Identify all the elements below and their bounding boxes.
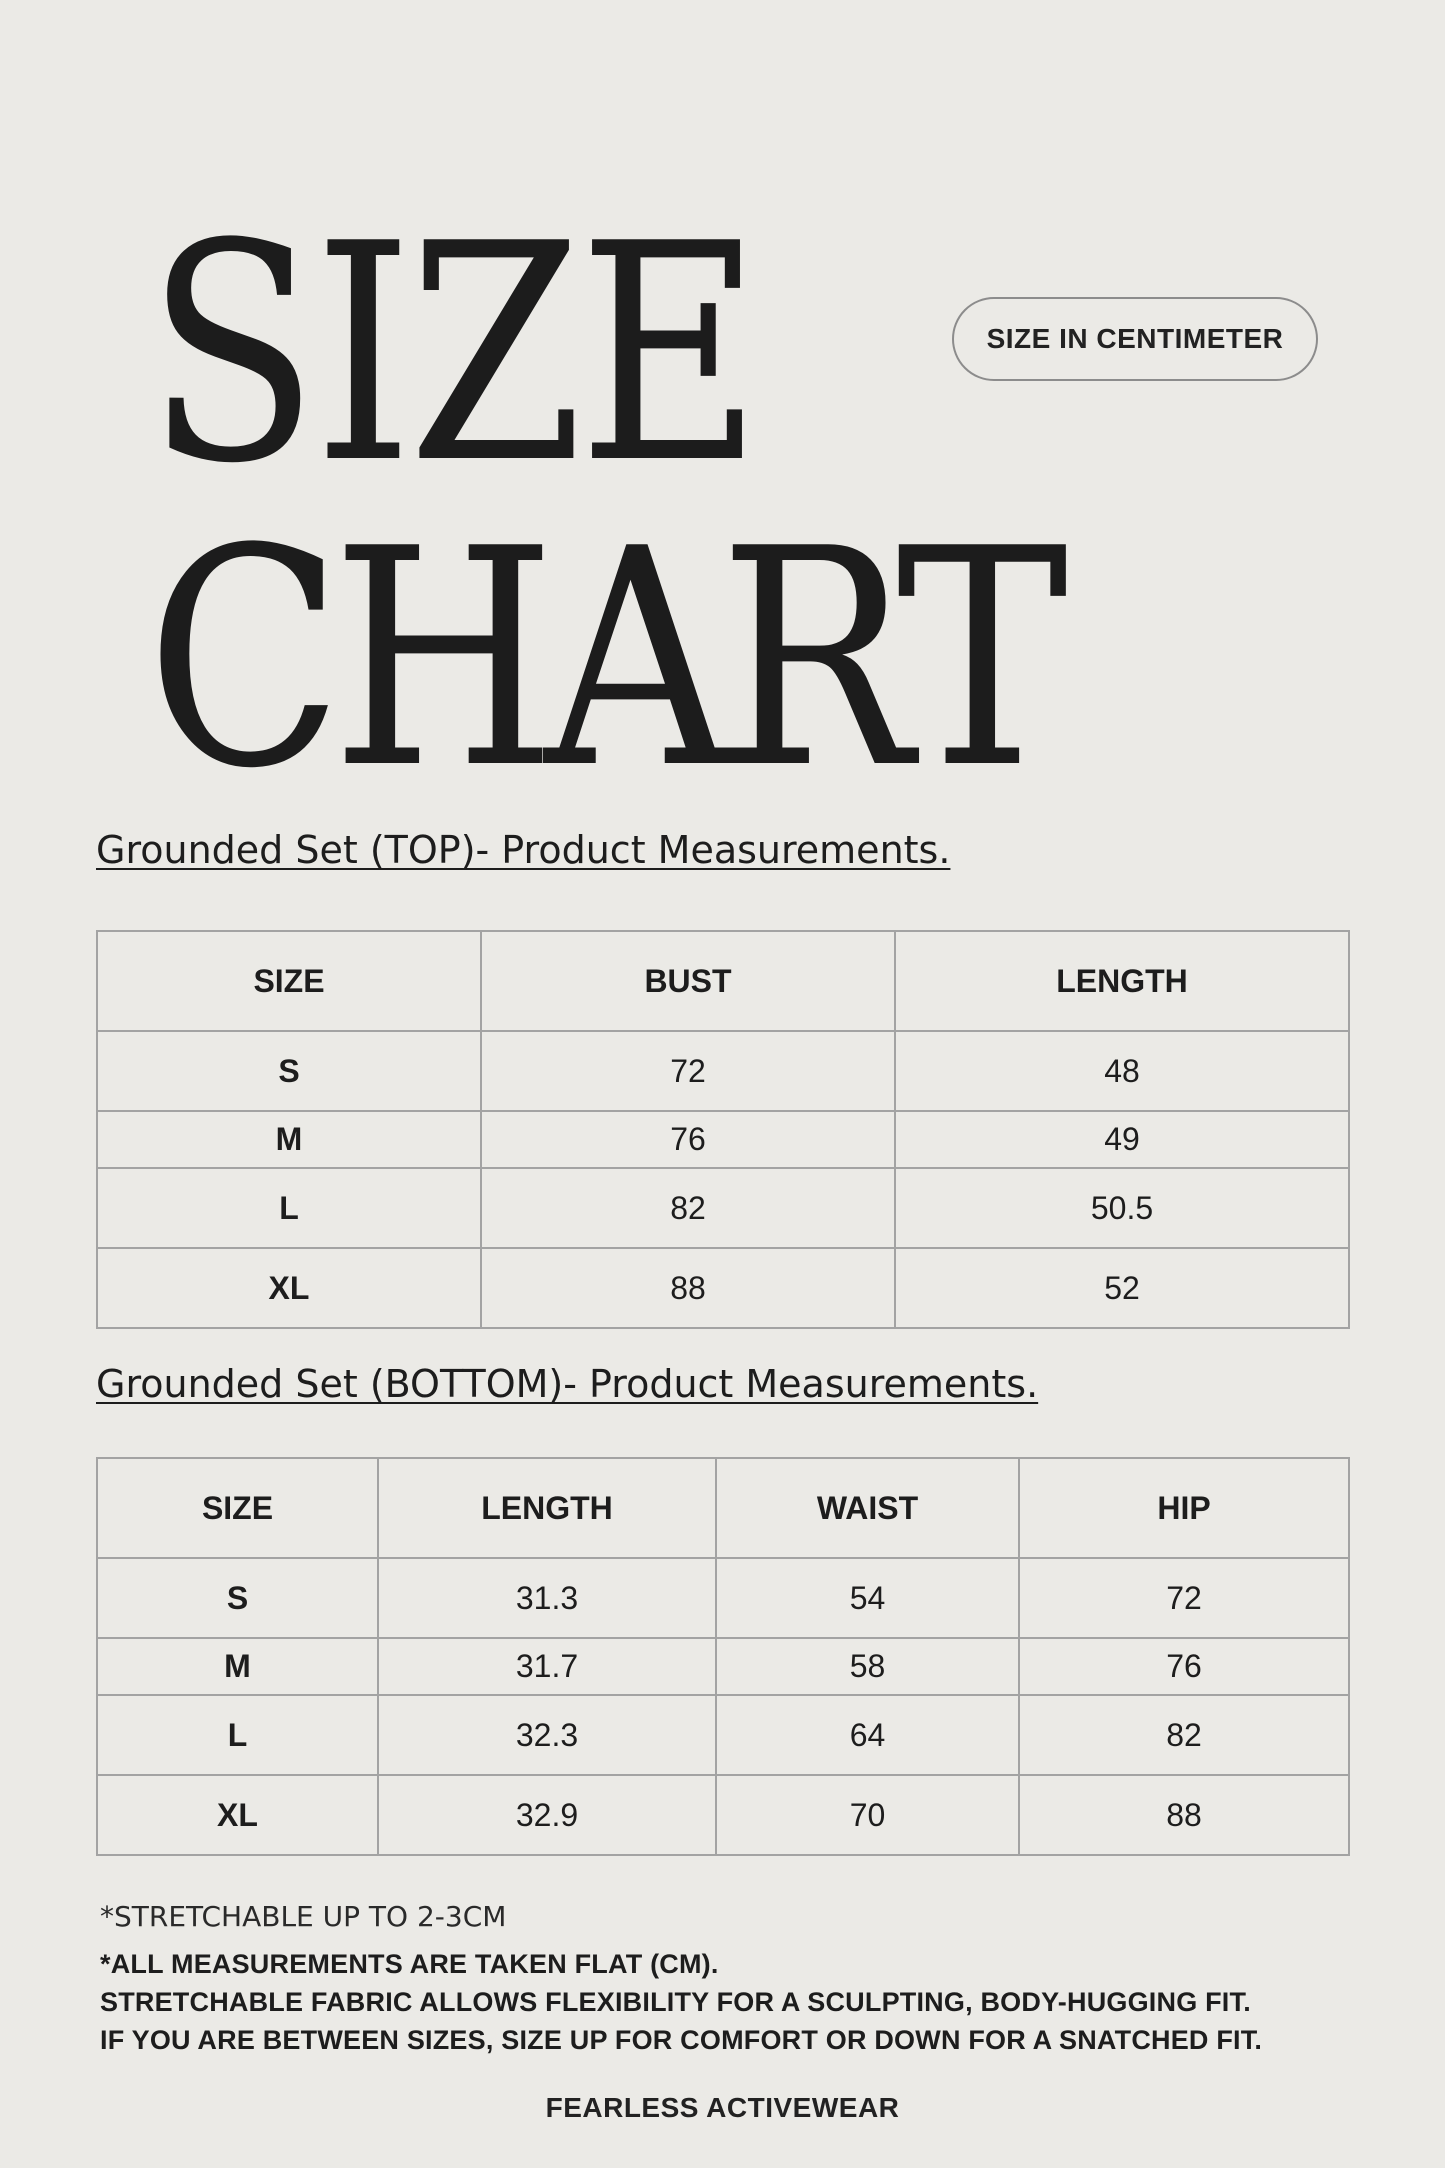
size-cell: M [97, 1111, 481, 1168]
table-row [97, 1775, 1349, 1855]
length-cell: 48 [895, 1031, 1349, 1111]
waist-cell: 70 [716, 1775, 1019, 1855]
column-header-length: LENGTH [378, 1458, 716, 1558]
column-header-hip: HIP [1019, 1458, 1349, 1558]
bust-cell: 82 [481, 1168, 895, 1248]
size-cell: S [97, 1558, 378, 1638]
bust-cell: 76 [481, 1111, 895, 1168]
hip-cell: 82 [1019, 1695, 1349, 1775]
table-row [97, 1248, 1349, 1328]
top-measurements-table [96, 930, 1350, 1329]
hip-cell: 72 [1019, 1558, 1349, 1638]
table-row [97, 1031, 1349, 1111]
size-cell: L [97, 1695, 378, 1775]
title-line-size: SIZE [146, 180, 758, 529]
size-cell: L [97, 1168, 481, 1248]
table-row [97, 1638, 1349, 1695]
waist-cell: 64 [716, 1695, 1019, 1775]
length-cell: 52 [895, 1248, 1349, 1328]
hip-cell: 88 [1019, 1775, 1349, 1855]
column-header-bust: BUST [481, 931, 895, 1031]
measurement-notes [100, 1900, 1262, 2059]
table-row [97, 1558, 1349, 1638]
stretch-note: *STRETCHABLE UP TO 2-3CM [100, 1900, 507, 1933]
note-line: STRETCHABLE FABRIC ALLOWS FLEXIBILITY FOR A SCULPTING, BODY-HUGGING FIT. [100, 1987, 1251, 2017]
hip-cell: 76 [1019, 1638, 1349, 1695]
bust-cell: 72 [481, 1031, 895, 1111]
table-row [97, 1111, 1349, 1168]
note-line: IF YOU ARE BETWEEN SIZES, SIZE UP FOR COMFORT OR DOWN FOR A SNATCHED FIT. [100, 2025, 1263, 2055]
waist-cell: 58 [716, 1638, 1019, 1695]
column-header-waist: WAIST [716, 1458, 1019, 1558]
unit-badge: SIZE IN CENTIMETER [952, 297, 1318, 381]
column-header-length: LENGTH [895, 931, 1349, 1031]
top-section-heading: Grounded Set (TOP)- Product Measurements. [96, 828, 951, 872]
column-header-size: SIZE [97, 931, 481, 1031]
length-cell: 49 [895, 1111, 1349, 1168]
length-cell: 31.3 [378, 1558, 716, 1638]
note-line: *ALL MEASUREMENTS ARE TAKEN FLAT (CM). [100, 1949, 719, 1979]
length-cell: 50.5 [895, 1168, 1349, 1248]
size-cell: XL [97, 1775, 378, 1855]
column-header-size: SIZE [97, 1458, 378, 1558]
length-cell: 31.7 [378, 1638, 716, 1695]
size-cell: XL [97, 1248, 481, 1328]
size-cell: M [97, 1638, 378, 1695]
length-cell: 32.3 [378, 1695, 716, 1775]
title-line-chart: CHART [146, 485, 1057, 834]
table-row [97, 1168, 1349, 1248]
waist-cell: 54 [716, 1558, 1019, 1638]
length-cell: 32.9 [378, 1775, 716, 1855]
bottom-measurements-table [96, 1457, 1350, 1856]
table-header-row [97, 931, 1349, 1031]
bottom-section-heading: Grounded Set (BOTTOM)- Product Measurements. [96, 1362, 1039, 1406]
table-row [97, 1695, 1349, 1775]
bust-cell: 88 [481, 1248, 895, 1328]
brand-name: FEARLESS ACTIVEWEAR [545, 2092, 900, 2123]
table-header-row [97, 1458, 1349, 1558]
size-cell: S [97, 1031, 481, 1111]
